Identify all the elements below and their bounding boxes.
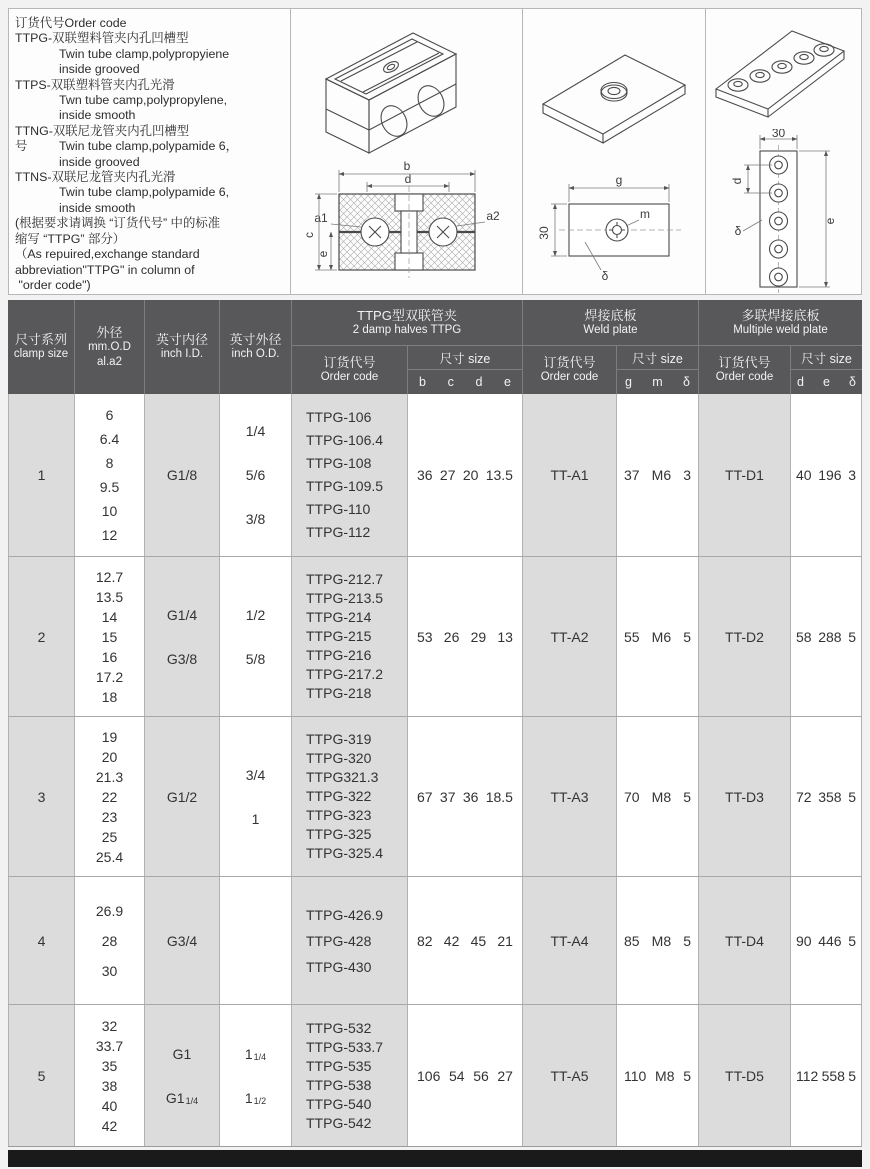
order-code: TTPG-540 bbox=[306, 1095, 372, 1112]
weld-dims-cell bbox=[617, 877, 699, 1004]
group3-en: Multiple weld plate bbox=[733, 323, 828, 336]
dim-value: 5 bbox=[848, 628, 856, 645]
header-clamp-size-zh: 尺寸系列 bbox=[14, 332, 67, 347]
intro-line: inside smooth bbox=[59, 108, 136, 123]
multi-code-cell: TT-D3 bbox=[699, 717, 791, 876]
weld-code-cell: TT-A2 bbox=[523, 557, 617, 716]
od-value: 35 bbox=[101, 1057, 118, 1074]
inch-od-cell bbox=[220, 394, 292, 556]
dim-value: 558 bbox=[821, 1067, 845, 1084]
dim-value: 37 bbox=[439, 788, 456, 805]
intro-line: 缩写 “TTPG” 部分） bbox=[15, 231, 126, 246]
multi-dims-cell bbox=[791, 717, 862, 876]
order-code: TTPG-215 bbox=[306, 628, 372, 644]
header-inch-id-zh: 英寸内径 bbox=[155, 332, 208, 347]
inch-od-cell bbox=[220, 557, 292, 716]
multi-dims-cell bbox=[791, 877, 862, 1004]
dim-value: 5 bbox=[683, 932, 691, 949]
dim-value: M8 bbox=[655, 1067, 675, 1084]
order-code: TTPG-426.9 bbox=[306, 906, 384, 923]
order-code-cell bbox=[292, 394, 408, 556]
od-value: 23 bbox=[101, 808, 118, 825]
od-value: 17.2 bbox=[95, 668, 124, 685]
od-value: 15 bbox=[101, 628, 118, 645]
inch-value: G1/4 bbox=[166, 606, 198, 623]
intro-line: inside grooved bbox=[59, 154, 140, 169]
intro-line: TTNS-双联尼龙管夹内孔光滑 bbox=[15, 170, 176, 185]
outer-diameter-cell bbox=[75, 877, 145, 1004]
od-value: 13.5 bbox=[95, 588, 124, 605]
intro-lead: 号 bbox=[15, 139, 28, 154]
inch-value: G1/2 bbox=[166, 788, 198, 805]
svg-text:e: e bbox=[316, 250, 331, 258]
header-clamp-size-en: clamp size bbox=[13, 348, 69, 360]
header-group-weld-title bbox=[523, 300, 698, 346]
od-value: 10 bbox=[101, 503, 118, 519]
table-row bbox=[8, 877, 862, 1005]
dim-value: 5 bbox=[683, 1067, 691, 1084]
table-row bbox=[8, 717, 862, 877]
od-value: 9.5 bbox=[99, 479, 120, 495]
clamp-dims-cell bbox=[408, 394, 523, 556]
dim-value: 36 bbox=[417, 467, 433, 483]
svg-text:e: e bbox=[823, 217, 838, 225]
intro-line: inside grooved bbox=[59, 62, 140, 77]
clamp-size-cell: 1 bbox=[8, 394, 75, 556]
dim-value: 27 bbox=[497, 1067, 513, 1084]
inch-id-cell bbox=[145, 1005, 220, 1146]
clamp-size-cell: 2 bbox=[8, 557, 75, 716]
dim-value: 29 bbox=[470, 628, 487, 645]
dim-value: 56 bbox=[473, 1067, 489, 1084]
order-code: TTPG-216 bbox=[306, 647, 372, 663]
od-value: 12.7 bbox=[95, 568, 124, 585]
od-value: 14 bbox=[101, 608, 118, 625]
order-code: TTPG-542 bbox=[306, 1114, 372, 1131]
intro-line: （As repuired,exchange standard bbox=[15, 247, 200, 262]
multi-plate-drawings-panel bbox=[706, 9, 861, 294]
weld-dims-cell bbox=[617, 394, 699, 556]
dim-value: 106 bbox=[417, 1067, 441, 1084]
dim-value: 27 bbox=[439, 467, 456, 483]
intro-line: Twin tube clamp,polypamide 6, bbox=[59, 185, 230, 200]
dim-letter: c bbox=[447, 375, 454, 389]
od-value: 25 bbox=[101, 828, 118, 845]
order-code: TTPG-217.2 bbox=[306, 666, 384, 682]
order-code: TTPG-430 bbox=[306, 958, 372, 975]
clamp-dims-cell bbox=[408, 1005, 523, 1146]
multi-code-cell: TT-D4 bbox=[699, 877, 791, 1004]
outer-diameter-cell bbox=[75, 717, 145, 876]
order-code: TTPG-319 bbox=[306, 731, 372, 747]
svg-text:b: b bbox=[404, 159, 411, 173]
inch-value: G3/8 bbox=[166, 650, 198, 667]
weld-dims-cell bbox=[617, 717, 699, 876]
weld-dims-cell bbox=[617, 1005, 699, 1146]
weld-dims-cell bbox=[617, 557, 699, 716]
group1-en: 2 damp halves TTPG bbox=[352, 323, 462, 336]
header-group-clamp bbox=[292, 300, 523, 394]
od-value: 21.3 bbox=[95, 768, 124, 785]
inch-od-cell bbox=[220, 877, 292, 1004]
dim-value: 5 bbox=[683, 628, 691, 645]
dim-value: 5 bbox=[848, 788, 856, 805]
clamp-size-cell: 3 bbox=[8, 717, 75, 876]
header-od-en2: al.a2 bbox=[97, 355, 122, 368]
order-zh: 订货代号 bbox=[543, 355, 596, 370]
order-code: TTPG-109.5 bbox=[306, 478, 384, 494]
od-value: 25.4 bbox=[95, 848, 124, 865]
table-row bbox=[8, 394, 862, 557]
dim-value: 110 bbox=[624, 1067, 647, 1084]
multi-dims-cell bbox=[791, 557, 862, 716]
dim-value: 70 bbox=[624, 788, 640, 805]
header-od-zh: 外径 bbox=[96, 324, 123, 340]
dim-letters-3 bbox=[791, 370, 862, 394]
dim-value: 112 bbox=[796, 1067, 819, 1084]
fraction: 1/4 bbox=[185, 1095, 199, 1106]
dim-value: 42 bbox=[443, 932, 460, 949]
dim-value: 45 bbox=[470, 932, 487, 949]
header-size-3 bbox=[791, 346, 862, 394]
od-value: 16 bbox=[101, 648, 118, 665]
intro-line: "order code") bbox=[15, 277, 91, 292]
intro-line: Twin tube clamp,polypropyiene bbox=[59, 46, 230, 61]
outer-diameter-cell bbox=[75, 394, 145, 556]
table-row bbox=[8, 1005, 862, 1147]
dim-letter: b bbox=[419, 375, 426, 389]
fraction: 1/4 bbox=[253, 1051, 267, 1062]
dim-value: 5 bbox=[848, 1067, 856, 1084]
order-code-cell bbox=[292, 1005, 408, 1146]
od-value: 6.4 bbox=[99, 431, 120, 447]
od-value: 20 bbox=[101, 748, 118, 765]
inch-id-cell bbox=[145, 877, 220, 1004]
dim-value: 20 bbox=[462, 467, 479, 483]
dim-value: 54 bbox=[448, 1067, 465, 1084]
dim-value: M8 bbox=[651, 788, 672, 805]
weld-plate-dimension-drawing bbox=[523, 154, 705, 296]
multi-plate-isometric-drawing bbox=[706, 9, 859, 129]
inch-value: 3/4 bbox=[245, 766, 266, 783]
dim-letter: g bbox=[625, 375, 632, 389]
order-zh: 订货代号 bbox=[718, 355, 771, 370]
intro-line: TTPS-双联塑料管夹内孔光滑 bbox=[15, 77, 175, 92]
weld-plate-drawings-panel bbox=[523, 9, 707, 294]
table-row bbox=[8, 557, 862, 717]
top-section bbox=[8, 8, 862, 295]
header-size-2 bbox=[617, 346, 698, 394]
twin-clamp-section-drawing bbox=[291, 154, 521, 296]
od-value: 6 bbox=[105, 407, 114, 423]
inch-od-cell bbox=[220, 1005, 292, 1146]
order-en: Order code bbox=[540, 371, 599, 383]
dim-letter: d bbox=[475, 375, 483, 389]
group2-en: Weld plate bbox=[583, 323, 638, 336]
inch-value: 1/4 bbox=[245, 423, 266, 439]
header-order-code-1 bbox=[292, 346, 408, 394]
svg-text:g: g bbox=[615, 173, 623, 187]
dim-value: 13 bbox=[497, 628, 513, 645]
order-code: TTPG-535 bbox=[306, 1057, 372, 1074]
size-label: 尺寸 size bbox=[408, 346, 522, 370]
fraction: 1/2 bbox=[253, 1095, 267, 1106]
group3-zh: 多联焊接底板 bbox=[741, 307, 820, 323]
order-code: TTPG-538 bbox=[306, 1076, 372, 1093]
dim-value: 26 bbox=[443, 628, 460, 645]
inch-value: G1/8 bbox=[166, 467, 198, 483]
clamp-dims-cell bbox=[408, 877, 523, 1004]
header-group-weld bbox=[523, 300, 699, 394]
dim-letter: m bbox=[652, 375, 663, 389]
header-inch-od-zh: 英寸外径 bbox=[229, 332, 282, 347]
intro-line: Twn tube camp,polypropylene, bbox=[59, 93, 228, 108]
size-label: 尺寸 size bbox=[617, 346, 698, 370]
header-group-multi bbox=[699, 300, 862, 394]
dim-letters-1 bbox=[408, 370, 522, 394]
dim-letter: e bbox=[823, 375, 830, 389]
order-code: TTPG-212.7 bbox=[306, 571, 384, 587]
svg-text:d: d bbox=[405, 172, 412, 186]
header-inch-id-en: inch I.D. bbox=[160, 348, 204, 360]
dim-value: 55 bbox=[624, 628, 640, 645]
dim-value: 72 bbox=[796, 788, 812, 805]
order-code: TTPG-323 bbox=[306, 807, 372, 823]
od-value: 40 bbox=[101, 1097, 118, 1114]
intro-line: (根据要求请调换 “订货代号” 中的标准 bbox=[15, 216, 221, 231]
dim-letters-2 bbox=[617, 370, 698, 394]
inch-value: 11/2 bbox=[244, 1089, 267, 1106]
svg-text:30: 30 bbox=[772, 129, 786, 140]
dim-value: 90 bbox=[796, 932, 812, 949]
intro-line: TTPG-双联塑料管夹内孔凹槽型 bbox=[15, 31, 189, 46]
clamp-drawings-panel bbox=[291, 9, 522, 294]
dim-value: 288 bbox=[818, 628, 842, 645]
intro-line: abbreviation"TTPG" in column of bbox=[15, 262, 195, 277]
order-en: Order code bbox=[715, 371, 774, 383]
svg-text:δ: δ bbox=[601, 269, 609, 283]
order-code: TTPG-112 bbox=[306, 524, 371, 540]
intro-line: 订货代号Order code bbox=[15, 16, 127, 30]
header-group-clamp-title bbox=[292, 300, 522, 346]
inch-value: G1 bbox=[172, 1045, 192, 1062]
od-value: 18 bbox=[101, 688, 118, 705]
dim-value: M6 bbox=[651, 628, 672, 645]
svg-text:a1: a1 bbox=[314, 211, 329, 225]
dim-value: 40 bbox=[796, 467, 812, 483]
order-code: TTPG-533.7 bbox=[306, 1038, 384, 1055]
header-inch-od bbox=[220, 300, 292, 394]
weld-code-cell: TT-A1 bbox=[523, 394, 617, 556]
header-size-1 bbox=[408, 346, 522, 394]
weld-plate-isometric-drawing bbox=[523, 9, 705, 154]
inch-value: 1 bbox=[251, 810, 260, 827]
table-body bbox=[8, 394, 862, 1147]
dim-value: 82 bbox=[417, 932, 433, 949]
inch-value: 11/4 bbox=[244, 1045, 267, 1062]
order-code: TTPG-108 bbox=[306, 455, 372, 471]
intro-line: 号 Twin tube clamp,polypamide 6， bbox=[15, 139, 239, 154]
header-order-code-3 bbox=[699, 346, 791, 394]
dim-value: M8 bbox=[651, 932, 672, 949]
dim-value: 18.5 bbox=[485, 788, 513, 805]
dim-value: 58 bbox=[796, 628, 812, 645]
order-code: TTPG-106 bbox=[306, 409, 372, 425]
outer-diameter-cell bbox=[75, 1005, 145, 1146]
dim-value: 37 bbox=[624, 467, 640, 483]
svg-text:d: d bbox=[730, 177, 745, 185]
catalog-page bbox=[8, 8, 862, 1167]
od-value: 33.7 bbox=[95, 1037, 124, 1054]
order-code-cell bbox=[292, 717, 408, 876]
dim-letter: d bbox=[797, 375, 804, 389]
inch-id-cell bbox=[145, 717, 220, 876]
svg-text:a2: a2 bbox=[486, 209, 501, 223]
dim-value: 13.5 bbox=[485, 467, 513, 483]
twin-clamp-isometric-drawing bbox=[291, 9, 521, 154]
header-group-multi-title bbox=[699, 300, 862, 346]
od-value: 26.9 bbox=[95, 902, 124, 919]
order-code: TTPG-325.4 bbox=[306, 845, 384, 861]
multi-code-cell: TT-D2 bbox=[699, 557, 791, 716]
dim-value: 3 bbox=[683, 467, 691, 483]
outer-diameter-cell bbox=[75, 557, 145, 716]
dim-value: 85 bbox=[624, 932, 640, 949]
header-inch-od-en: inch O.D. bbox=[231, 348, 280, 360]
inch-value: 3/8 bbox=[245, 511, 266, 527]
inch-value: G11/4 bbox=[165, 1089, 199, 1106]
od-value: 32 bbox=[101, 1017, 118, 1034]
dim-value: 21 bbox=[497, 932, 513, 949]
footer-bar bbox=[8, 1150, 862, 1167]
svg-text:30: 30 bbox=[536, 226, 551, 240]
od-value: 38 bbox=[101, 1077, 118, 1094]
dim-letter: δ bbox=[683, 375, 690, 389]
order-code: TTPG-218 bbox=[306, 685, 372, 701]
order-code: TTPG-325 bbox=[306, 826, 372, 842]
table-header bbox=[8, 300, 862, 394]
intro-panel bbox=[9, 9, 291, 294]
inch-value: 5/8 bbox=[245, 650, 266, 667]
clamp-dims-cell bbox=[408, 557, 523, 716]
order-code: TTPG-110 bbox=[306, 501, 371, 517]
dim-value: 36 bbox=[462, 788, 479, 805]
order-code-cell bbox=[292, 877, 408, 1004]
dim-value: 67 bbox=[417, 788, 433, 805]
order-en: Order code bbox=[320, 371, 379, 383]
multi-plate-dimension-drawing bbox=[706, 129, 859, 295]
intro-line: TTNG-双联尼龙管夹内孔凹槽型 bbox=[15, 123, 190, 138]
dim-value: 5 bbox=[683, 788, 691, 805]
order-code: TTPG-428 bbox=[306, 932, 372, 949]
intro-line: inside smooth bbox=[59, 200, 136, 215]
inch-value: 1/2 bbox=[245, 606, 266, 623]
od-value: 22 bbox=[101, 788, 118, 805]
clamp-size-cell: 5 bbox=[8, 1005, 75, 1146]
od-value: 30 bbox=[101, 962, 118, 979]
dim-value: M6 bbox=[651, 467, 672, 483]
multi-dims-cell bbox=[791, 394, 862, 556]
order-code: TTPG-106.4 bbox=[306, 432, 384, 448]
order-code: TTPG-532 bbox=[306, 1019, 372, 1036]
order-code: TTPG-322 bbox=[306, 788, 372, 804]
inch-id-cell bbox=[145, 557, 220, 716]
dim-letter: δ bbox=[849, 375, 856, 389]
dim-value: 196 bbox=[818, 467, 842, 483]
od-value: 8 bbox=[105, 455, 114, 471]
header-clamp-size bbox=[8, 300, 75, 394]
svg-text:m: m bbox=[639, 207, 650, 221]
dim-value: 53 bbox=[417, 628, 433, 645]
group2-zh: 焊接底板 bbox=[584, 307, 637, 323]
dim-value: 5 bbox=[848, 932, 856, 949]
multi-code-cell: TT-D5 bbox=[699, 1005, 791, 1146]
multi-dims-cell bbox=[791, 1005, 862, 1146]
od-value: 19 bbox=[101, 728, 118, 745]
weld-code-cell: TT-A5 bbox=[523, 1005, 617, 1146]
order-code: TTPG-213.5 bbox=[306, 590, 384, 606]
order-code-cell bbox=[292, 557, 408, 716]
weld-code-cell: TT-A4 bbox=[523, 877, 617, 1004]
od-value: 42 bbox=[101, 1117, 118, 1134]
clamp-size-cell: 4 bbox=[8, 877, 75, 1004]
header-inch-id bbox=[145, 300, 220, 394]
header-order-code-2 bbox=[523, 346, 617, 394]
inch-id-cell bbox=[145, 394, 220, 556]
order-zh: 订货代号 bbox=[323, 355, 376, 370]
multi-code-cell: TT-D1 bbox=[699, 394, 791, 556]
svg-text:δ: δ bbox=[735, 224, 742, 238]
weld-code-cell: TT-A3 bbox=[523, 717, 617, 876]
group1-zh: TTPG型双联管夹 bbox=[357, 307, 457, 323]
inch-value: G3/4 bbox=[166, 932, 198, 949]
clamp-dims-cell bbox=[408, 717, 523, 876]
dim-letter: e bbox=[504, 375, 511, 389]
od-value: 12 bbox=[101, 527, 118, 543]
svg-text:c: c bbox=[302, 232, 317, 238]
inch-od-cell bbox=[220, 717, 292, 876]
header-outer-diameter bbox=[75, 300, 145, 394]
od-value: 28 bbox=[101, 932, 118, 949]
order-code: TTPG321.3 bbox=[306, 769, 379, 785]
header-od-en1: mm.O.D bbox=[88, 340, 131, 353]
dim-value: 358 bbox=[818, 788, 842, 805]
size-label: 尺寸 size bbox=[791, 346, 862, 370]
dim-value: 3 bbox=[848, 467, 856, 483]
inch-value: 5/6 bbox=[245, 467, 266, 483]
order-code: TTPG-320 bbox=[306, 750, 372, 766]
dim-value: 446 bbox=[818, 932, 842, 949]
order-code: TTPG-214 bbox=[306, 609, 372, 625]
